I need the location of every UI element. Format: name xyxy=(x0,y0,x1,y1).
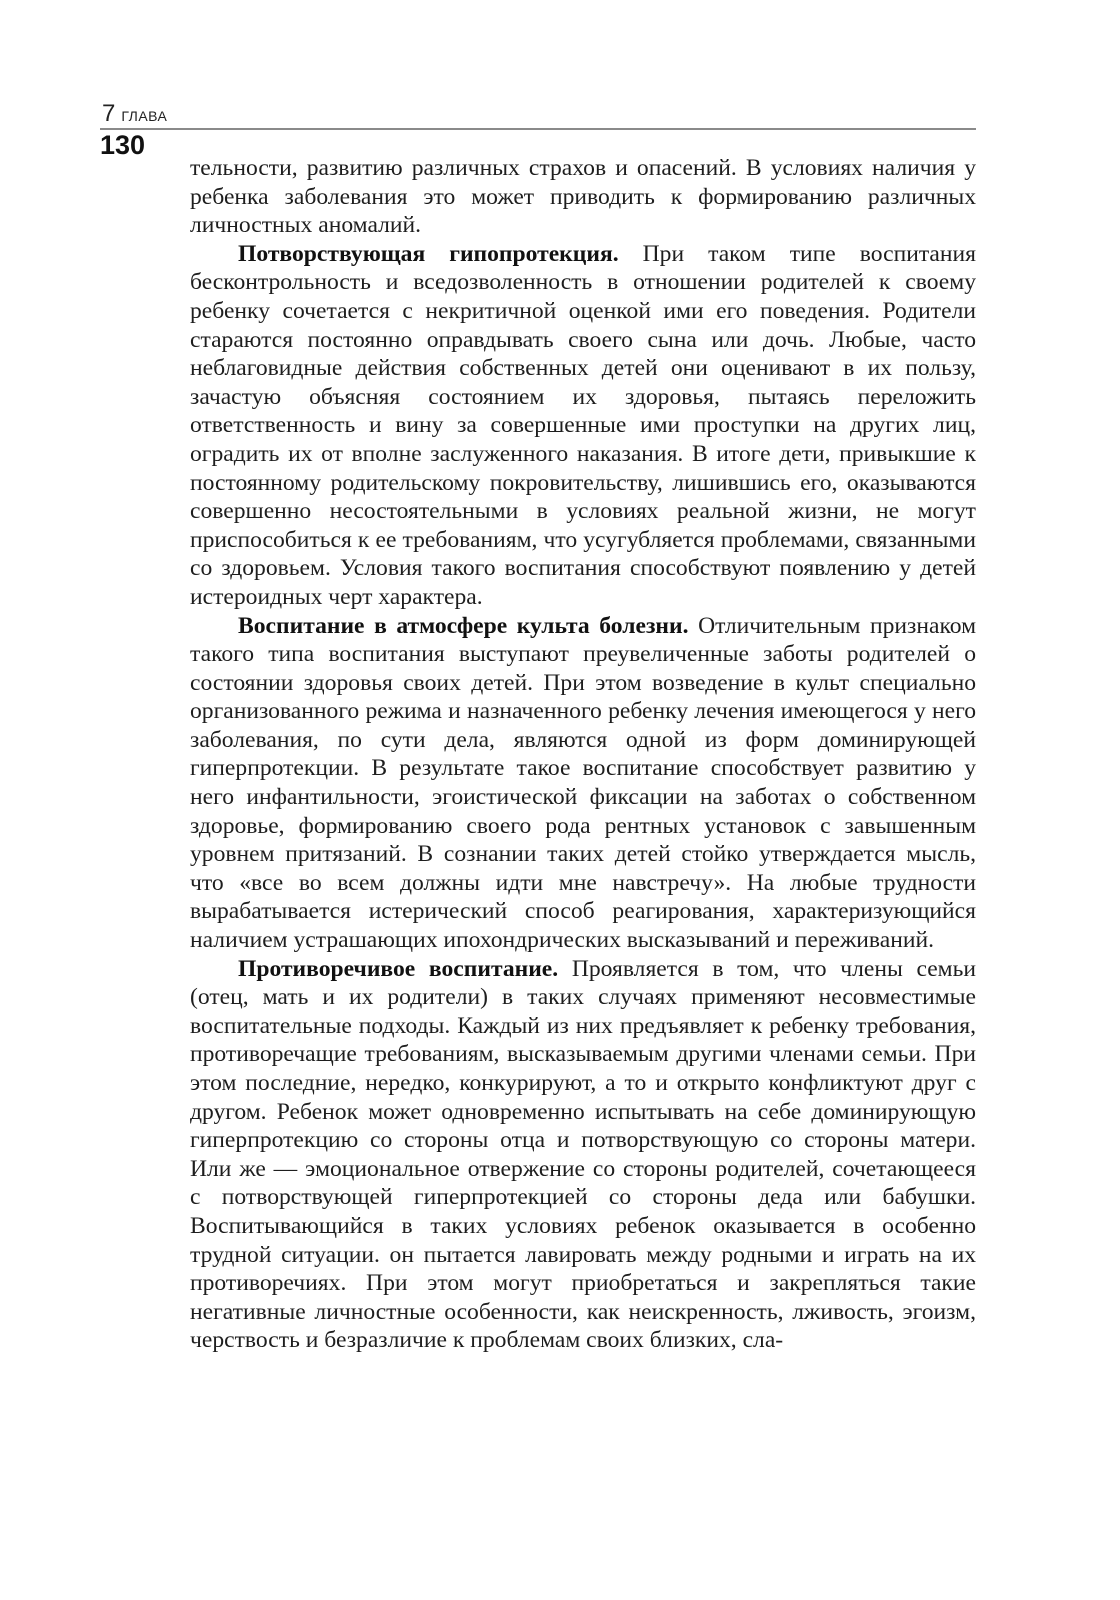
paragraph-contradictory-upbringing xyxy=(190,955,976,1355)
paragraph-heading: Противоречивое воспитание. xyxy=(238,955,559,982)
paragraph-indulgent-hypoprotection xyxy=(190,240,976,612)
chapter-word: ГЛАВА xyxy=(121,108,168,124)
paragraph-heading: Воспитание в атмосфере культа болезни. xyxy=(238,612,689,639)
chapter-number: 7 xyxy=(102,100,116,127)
header-rule xyxy=(100,128,976,130)
page-number: 130 xyxy=(100,130,146,160)
paragraph-continuation xyxy=(190,154,976,240)
paragraph-heading: Потворствующая гипопротекция. xyxy=(238,240,619,267)
paragraph-text: тельности, развитию различных страхов и опасений. В условиях наличия у ребенка заболевания это может приводить к формированию различных личностных аномалий. xyxy=(190,155,976,239)
body-text xyxy=(190,154,976,1355)
chapter-label xyxy=(102,100,167,128)
running-header xyxy=(100,96,976,132)
paragraph-illness-cult xyxy=(190,612,976,955)
paragraph-text: При таком типе воспитания бесконтрольность и вседозволенность в отношении родителей к своему ребенку сочетается с некритичной оценкой ими его поведения. Родители стараются постоянно оправдывать своего сына или дочь. Любые, часто неблаговидные действия собственных детей они оценивают в их пользу, зачастую объясняя состоянием их здоровья, пытаясь переложить ответственность и вину за совершенные ими проступки на других лиц, оградить их от вполне заслуженного наказания. В итоге дети, привыкшие к постоянному родительскому покровительству, лишившись его, оказываются совершенно несостоятельными в условиях реальной жизни, не могут приспособиться к ее требованиям, что усугубляется проблемами, связанными со здоровьем. Условия такого воспитания способствуют появлению у детей истероидных черт характера. xyxy=(190,240,976,610)
paragraph-text: Проявляется в том, что члены семьи (отец, мать и их родители) в таких случаях применяют несовместимые воспитательные подходы. Каждый из них предъявляет к ребенку требования, противоречащие требованиям, высказываемым другими членами семьи. При этом последние, нередко, конкурируют, а то и открыто конфликтуют друг с другом. Ребенок может одновременно испытывать на себе доминирующую гиперпротекцию со стороны отца и потворствующую со стороны матери. Или же — эмоциональное отвержение со стороны родителей, сочетающееся с потворствующей гиперпротекцией со стороны деда или бабушки. Воспитывающийся в таких условиях ребенок оказывается в особенно трудной ситуации. он пытается лавировать между родными и играть на их противоречиях. При этом могут приобретаться и закрепляться такие негативные личностные особенности, как неискренность, лживость, эгоизм, черствость и безразличие к проблемам своих близких, сла- xyxy=(190,955,976,1354)
paragraph-text: Отличительным признаком такого типа воспитания выступают преувеличенные заботы родителей о состоянии здоровья своих детей. При этом возведение в культ специально организованного режима и назначенного ребенку лечения имеющегося у него заболевания, по сути дела, являются одной из форм доминирующей гиперпротекции. В результате такое воспитание способствует развитию у него инфантильности, эгоистической фиксации на заботах о собственном здоровье, формированию своего рода рентных установок с завышенным уровнем притязаний. В сознании таких детей стойко утверждается мысль, что «все во всем должны идти мне навстречу». На любые трудности вырабатывается истерический способ реагирования, характеризующийся наличием устрашающих ипохондрических высказываний и переживаний. xyxy=(190,612,976,954)
